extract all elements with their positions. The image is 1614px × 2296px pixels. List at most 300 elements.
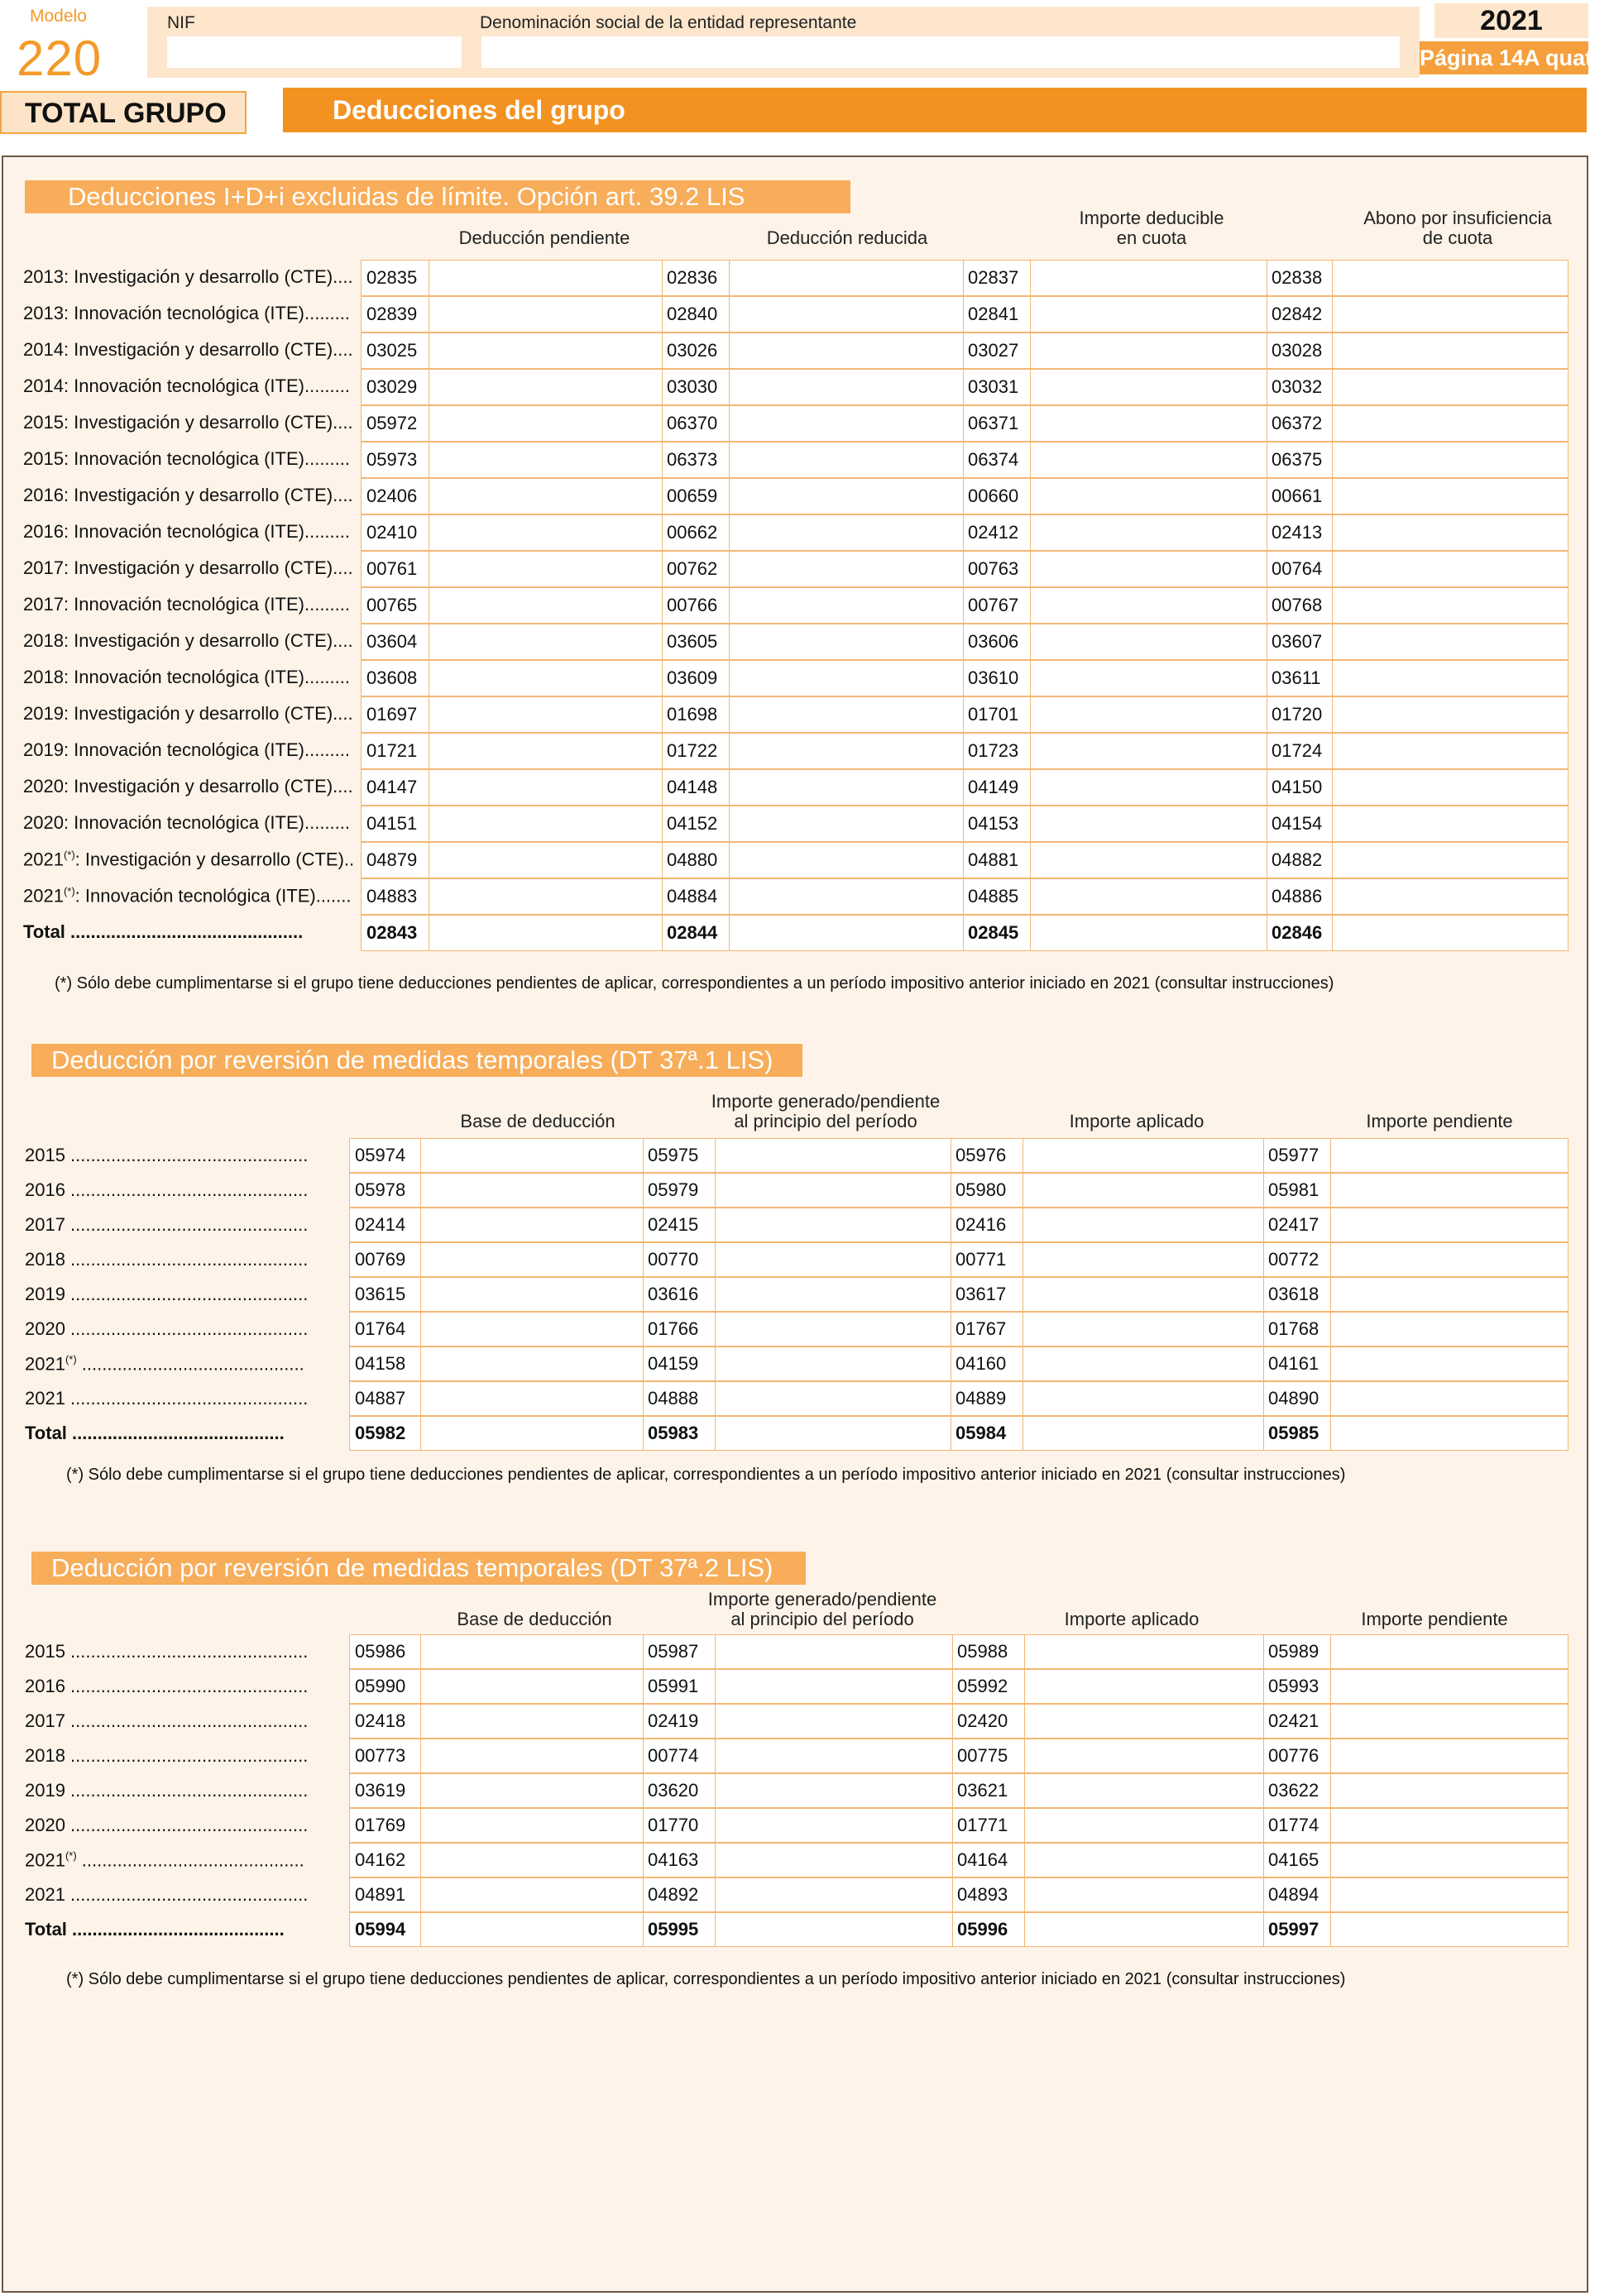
- amount-input[interactable]: [1025, 1774, 1263, 1807]
- amount-input[interactable]: [1031, 588, 1267, 623]
- box-code: 06375: [1267, 442, 1333, 477]
- amount-input[interactable]: [716, 1417, 951, 1450]
- box-code: 03029: [362, 370, 429, 404]
- amount-input[interactable]: [1331, 1913, 1569, 1946]
- amount-input[interactable]: [1031, 879, 1267, 914]
- section2-column-header-line: Base de deducción: [460, 1111, 615, 1131]
- amount-input[interactable]: [1333, 879, 1569, 914]
- box-code: 00772: [1263, 1243, 1331, 1276]
- amount-input[interactable]: [1031, 916, 1267, 950]
- box-code: 05984: [951, 1417, 1023, 1450]
- amount-input[interactable]: [1023, 1347, 1263, 1380]
- box-code: 04160: [951, 1347, 1023, 1380]
- amount-input[interactable]: [1333, 916, 1569, 950]
- amount-input[interactable]: [730, 661, 963, 696]
- box-code: 05995: [643, 1913, 716, 1946]
- section3-row-label: 2018 ...............................................: [25, 1745, 309, 1766]
- amount-input[interactable]: [1331, 1243, 1569, 1276]
- amount-input[interactable]: [1333, 479, 1569, 514]
- amount-input[interactable]: [1333, 370, 1569, 404]
- amount-input[interactable]: [1331, 1705, 1569, 1738]
- amount-input[interactable]: [421, 1670, 643, 1703]
- box-code: 01769: [350, 1809, 421, 1842]
- box-code: 04149: [963, 770, 1031, 805]
- amount-input[interactable]: [1031, 624, 1267, 659]
- amount-input[interactable]: [1331, 1670, 1569, 1703]
- section2-table-row: [349, 1381, 1569, 1416]
- amount-input[interactable]: [730, 697, 963, 732]
- box-code: 02412: [963, 515, 1031, 550]
- section1-row-label: Total ..............................................: [23, 921, 304, 942]
- section3-row-label: 2017 ...............................................: [25, 1710, 309, 1731]
- amount-input[interactable]: [421, 1139, 643, 1172]
- amount-input[interactable]: [1331, 1635, 1569, 1668]
- section3-table-row: [349, 1773, 1569, 1808]
- box-code: 05990: [350, 1670, 421, 1703]
- amount-input[interactable]: [1025, 1739, 1263, 1772]
- amount-input[interactable]: [716, 1278, 951, 1311]
- amount-input[interactable]: [1333, 515, 1569, 550]
- amount-input[interactable]: [1031, 806, 1267, 841]
- amount-input[interactable]: [716, 1809, 952, 1842]
- section1-column-header-line: Deducción pendiente: [458, 227, 630, 248]
- amount-input[interactable]: [716, 1844, 952, 1877]
- amount-input[interactable]: [421, 1878, 643, 1911]
- amount-input[interactable]: [1331, 1382, 1569, 1415]
- box-code: 00765: [362, 588, 429, 623]
- section2-table-row: [349, 1416, 1569, 1451]
- box-code: 00770: [643, 1243, 716, 1276]
- amount-input[interactable]: [1333, 297, 1569, 332]
- amount-input[interactable]: [1331, 1878, 1569, 1911]
- amount-input[interactable]: [1333, 806, 1569, 841]
- section2-row-label: 2016 ...............................................: [25, 1179, 309, 1200]
- amount-input[interactable]: [1023, 1174, 1263, 1207]
- amount-input[interactable]: [716, 1243, 951, 1276]
- box-code: 02840: [662, 297, 730, 332]
- amount-input[interactable]: [1333, 697, 1569, 732]
- amount-input[interactable]: [1333, 770, 1569, 805]
- box-code: 02415: [643, 1208, 716, 1241]
- box-code: 00767: [963, 588, 1031, 623]
- box-code: 06374: [963, 442, 1031, 477]
- section1-row-label: 2015: Innovación tecnológica (ITE).........: [23, 448, 350, 469]
- section2-table-row: [349, 1277, 1569, 1312]
- amount-input[interactable]: [1023, 1278, 1263, 1311]
- amount-input[interactable]: [1031, 261, 1267, 295]
- amount-input[interactable]: [429, 806, 662, 841]
- section1-column-header-line: de cuota: [1422, 227, 1493, 248]
- amount-input[interactable]: [1031, 370, 1267, 404]
- amount-input[interactable]: [716, 1878, 952, 1911]
- amount-input[interactable]: [1023, 1417, 1263, 1450]
- box-code: 01764: [350, 1313, 421, 1346]
- box-code: 01766: [643, 1313, 716, 1346]
- section1-table-row: [361, 478, 1569, 514]
- amount-input[interactable]: [1031, 333, 1267, 368]
- amount-input[interactable]: [429, 370, 662, 404]
- section1-table-row: [361, 332, 1569, 369]
- amount-input[interactable]: [716, 1313, 951, 1346]
- section1-title: Deducciones I+D+i excluidas de límite. Opción art. 39.2 LIS: [25, 180, 850, 213]
- main-title: Deducciones del grupo: [283, 88, 1587, 132]
- amount-input[interactable]: [429, 770, 662, 805]
- box-code: 00764: [1267, 552, 1333, 586]
- section1-footnote: (*) Sólo debe cumplimentarse si el grupo tiene deducciones pendientes de aplicar, correspondientes a un período impositivo anterior iniciado en 2021 (consultar instrucciones): [55, 974, 1334, 993]
- section2-row-label: 2018 ...............................................: [25, 1249, 309, 1270]
- amount-input[interactable]: [421, 1844, 643, 1877]
- amount-input[interactable]: [730, 333, 963, 368]
- box-code: 05985: [1263, 1417, 1331, 1450]
- amount-input[interactable]: [1031, 770, 1267, 805]
- amount-input[interactable]: [1331, 1417, 1569, 1450]
- section1-row-label: 2016: Investigación y desarrollo (CTE)....: [23, 485, 353, 505]
- box-code: 02838: [1267, 261, 1333, 295]
- box-code: 02418: [350, 1705, 421, 1738]
- amount-input[interactable]: [429, 552, 662, 586]
- section1-column-header-line: Abono por insuficiencia: [1363, 208, 1552, 228]
- section1-table-row: [361, 442, 1569, 478]
- box-code: 00768: [1267, 588, 1333, 623]
- amount-input[interactable]: [1331, 1347, 1569, 1380]
- amount-input[interactable]: [716, 1913, 952, 1946]
- box-code: 03030: [662, 370, 730, 404]
- amount-input[interactable]: [1025, 1705, 1263, 1738]
- box-code: 00761: [362, 552, 429, 586]
- section2-table-row: [349, 1242, 1569, 1277]
- amount-input[interactable]: [730, 770, 963, 805]
- section3-table-row: [349, 1912, 1569, 1947]
- amount-input[interactable]: [730, 370, 963, 404]
- box-code: 06370: [662, 406, 730, 441]
- section1-table-row: [361, 296, 1569, 332]
- box-code: 04883: [362, 879, 429, 914]
- amount-input[interactable]: [1331, 1278, 1569, 1311]
- box-code: 04890: [1263, 1382, 1331, 1415]
- amount-input[interactable]: [421, 1739, 643, 1772]
- box-code: 06371: [963, 406, 1031, 441]
- amount-input[interactable]: [716, 1208, 951, 1241]
- box-code: 03025: [362, 333, 429, 368]
- amount-input[interactable]: [1025, 1635, 1263, 1668]
- box-code: 00762: [662, 552, 730, 586]
- section2-row-label: 2015 ...............................................: [25, 1145, 309, 1165]
- amount-input[interactable]: [1333, 442, 1569, 477]
- amount-input[interactable]: [1331, 1139, 1569, 1172]
- section3-row-label: 2016 ...............................................: [25, 1676, 309, 1696]
- amount-input[interactable]: [1031, 442, 1267, 477]
- section1-column-header: [1317, 208, 1598, 248]
- amount-input[interactable]: [1333, 843, 1569, 878]
- amount-input[interactable]: [1031, 661, 1267, 696]
- section1-row-label: 2019: Investigación y desarrollo (CTE)....: [23, 703, 353, 724]
- section1-table-row: [361, 405, 1569, 442]
- box-code: 04159: [643, 1347, 716, 1380]
- amount-input[interactable]: [716, 1774, 952, 1807]
- amount-input[interactable]: [1023, 1208, 1263, 1241]
- amount-input[interactable]: [421, 1208, 643, 1241]
- amount-input[interactable]: [1025, 1844, 1263, 1877]
- section3-column-header: [394, 1610, 675, 1629]
- amount-input[interactable]: [1331, 1844, 1569, 1877]
- box-code: 03028: [1267, 333, 1333, 368]
- amount-input[interactable]: [1025, 1878, 1263, 1911]
- amount-input[interactable]: [421, 1705, 643, 1738]
- amount-input[interactable]: [716, 1174, 951, 1207]
- amount-input[interactable]: [1333, 734, 1569, 768]
- box-code: 02413: [1267, 515, 1333, 550]
- box-code: 05997: [1263, 1913, 1331, 1946]
- box-code: 04158: [350, 1347, 421, 1380]
- amount-input[interactable]: [1023, 1139, 1263, 1172]
- box-code: 05977: [1263, 1139, 1331, 1172]
- section3-column-header-line: Importe aplicado: [1064, 1609, 1200, 1629]
- section3-table-row: [349, 1843, 1569, 1877]
- amount-input[interactable]: [716, 1635, 952, 1668]
- box-code: 05989: [1263, 1635, 1331, 1668]
- box-code: 01722: [662, 734, 730, 768]
- section1-table-row: [361, 806, 1569, 842]
- section2-column-header: [996, 1112, 1277, 1131]
- section3-column-header-line: Importe generado/pendiente: [707, 1589, 937, 1610]
- amount-input[interactable]: [421, 1313, 643, 1346]
- section2-table-row: [349, 1347, 1569, 1381]
- amount-input[interactable]: [1331, 1809, 1569, 1842]
- section2-column-header: [397, 1112, 678, 1131]
- box-code: 04888: [643, 1382, 716, 1415]
- amount-input[interactable]: [1031, 552, 1267, 586]
- box-code: 02844: [662, 916, 730, 950]
- amount-input[interactable]: [429, 734, 662, 768]
- amount-input[interactable]: [1333, 406, 1569, 441]
- section1-column-header-line: Importe deducible: [1079, 208, 1224, 228]
- amount-input[interactable]: [1023, 1382, 1263, 1415]
- box-code: 05975: [643, 1139, 716, 1172]
- amount-input[interactable]: [1333, 588, 1569, 623]
- box-code: 04887: [350, 1382, 421, 1415]
- section2-table-row: [349, 1173, 1569, 1208]
- amount-input[interactable]: [429, 515, 662, 550]
- amount-input[interactable]: [1333, 333, 1569, 368]
- amount-input[interactable]: [730, 479, 963, 514]
- box-code: 03605: [662, 624, 730, 659]
- box-code: 03622: [1263, 1774, 1331, 1807]
- amount-input[interactable]: [421, 1278, 643, 1311]
- amount-input[interactable]: [1031, 734, 1267, 768]
- amount-input[interactable]: [716, 1739, 952, 1772]
- section1-column-header: [706, 228, 988, 248]
- modelo-number: 220: [17, 31, 103, 86]
- amount-input[interactable]: [1025, 1670, 1263, 1703]
- amount-input[interactable]: [1023, 1243, 1263, 1276]
- amount-input[interactable]: [429, 406, 662, 441]
- box-code: 05980: [951, 1174, 1023, 1207]
- box-code: 02416: [951, 1208, 1023, 1241]
- box-code: 03607: [1267, 624, 1333, 659]
- amount-input[interactable]: [1333, 552, 1569, 586]
- amount-input[interactable]: [730, 734, 963, 768]
- nif-field[interactable]: [167, 36, 462, 68]
- amount-input[interactable]: [429, 261, 662, 295]
- section1-row-label: 2013: Investigación y desarrollo (CTE)....: [23, 266, 353, 287]
- amount-input[interactable]: [1331, 1739, 1569, 1772]
- amount-input[interactable]: [1031, 697, 1267, 732]
- section3-row-label: 2020 ...............................................: [25, 1815, 309, 1835]
- box-code: 03615: [350, 1278, 421, 1311]
- section1-table-row: [361, 733, 1569, 769]
- amount-input[interactable]: [1331, 1208, 1569, 1241]
- box-code: 01724: [1267, 734, 1333, 768]
- section1-row-label: 2021(*): Investigación y desarrollo (CTE)..: [23, 849, 355, 870]
- box-code: 01767: [951, 1313, 1023, 1346]
- box-code: 01723: [963, 734, 1031, 768]
- amount-input[interactable]: [730, 588, 963, 623]
- section3-column-header: [991, 1610, 1272, 1629]
- amount-input[interactable]: [421, 1913, 643, 1946]
- amount-input[interactable]: [421, 1635, 643, 1668]
- box-code: 02421: [1263, 1705, 1331, 1738]
- amount-input[interactable]: [730, 297, 963, 332]
- amount-input[interactable]: [1031, 515, 1267, 550]
- amount-input[interactable]: [730, 879, 963, 914]
- box-code: 05976: [951, 1139, 1023, 1172]
- section1-row-label: 2018: Investigación y desarrollo (CTE)....: [23, 630, 353, 651]
- amount-input[interactable]: [1031, 843, 1267, 878]
- amount-input[interactable]: [1333, 661, 1569, 696]
- section2-footnote: (*) Sólo debe cumplimentarse si el grupo tiene deducciones pendientes de aplicar, correspondientes a un período impositivo anterior iniciado en 2021 (consultar instrucciones): [66, 1466, 1346, 1484]
- amount-input[interactable]: [429, 879, 662, 914]
- box-code: 05973: [362, 442, 429, 477]
- amount-input[interactable]: [1031, 406, 1267, 441]
- box-code: 04147: [362, 770, 429, 805]
- box-code: 04893: [952, 1878, 1025, 1911]
- amount-input[interactable]: [730, 916, 963, 950]
- denominacion-field[interactable]: [481, 36, 1400, 68]
- box-code: 05991: [643, 1670, 716, 1703]
- amount-input[interactable]: [730, 624, 963, 659]
- section2-table-row: [349, 1208, 1569, 1242]
- section3-table-row: [349, 1704, 1569, 1739]
- amount-input[interactable]: [1333, 624, 1569, 659]
- amount-input[interactable]: [730, 843, 963, 878]
- amount-input[interactable]: [1331, 1174, 1569, 1207]
- amount-input[interactable]: [730, 261, 963, 295]
- amount-input[interactable]: [429, 588, 662, 623]
- section3-table-row: [349, 1669, 1569, 1704]
- amount-input[interactable]: [421, 1347, 643, 1380]
- amount-input[interactable]: [730, 515, 963, 550]
- amount-input[interactable]: [1331, 1313, 1569, 1346]
- box-code: 02843: [362, 916, 429, 950]
- box-code: 04885: [963, 879, 1031, 914]
- amount-input[interactable]: [421, 1809, 643, 1842]
- amount-input[interactable]: [716, 1347, 951, 1380]
- section1-column-header: [404, 228, 685, 248]
- section1-table-row: [361, 696, 1569, 733]
- footnote-marker: (*): [63, 849, 75, 861]
- amount-input[interactable]: [429, 661, 662, 696]
- box-code: 04880: [662, 843, 730, 878]
- amount-input[interactable]: [1031, 297, 1267, 332]
- amount-input[interactable]: [730, 442, 963, 477]
- box-code: 01768: [1263, 1313, 1331, 1346]
- amount-input[interactable]: [429, 297, 662, 332]
- amount-input[interactable]: [1023, 1313, 1263, 1346]
- section1-table-row: [361, 369, 1569, 405]
- section1-column-header-line: en cuota: [1116, 227, 1187, 248]
- amount-input[interactable]: [429, 442, 662, 477]
- box-code: 03617: [951, 1278, 1023, 1311]
- box-code: 04884: [662, 879, 730, 914]
- amount-input[interactable]: [730, 406, 963, 441]
- box-code: 03610: [963, 661, 1031, 696]
- amount-input[interactable]: [1333, 261, 1569, 295]
- amount-input[interactable]: [716, 1139, 951, 1172]
- section3-footnote: (*) Sólo debe cumplimentarse si el grupo tiene deducciones pendientes de aplicar, correspondientes a un período impositivo anterior iniciado en 2021 (consultar instrucciones): [66, 1970, 1346, 1988]
- box-code: 05982: [350, 1417, 421, 1450]
- amount-input[interactable]: [716, 1382, 951, 1415]
- total-grupo-label: TOTAL GRUPO: [0, 91, 247, 134]
- amount-input[interactable]: [421, 1174, 643, 1207]
- box-code: 03619: [350, 1774, 421, 1807]
- amount-input[interactable]: [421, 1243, 643, 1276]
- amount-input[interactable]: [429, 843, 662, 878]
- footnote-marker: (*): [63, 885, 75, 897]
- amount-input[interactable]: [429, 479, 662, 514]
- section1-row-label: 2014: Investigación y desarrollo (CTE)....: [23, 339, 353, 360]
- section3-table-row: [349, 1808, 1569, 1843]
- box-code: 03026: [662, 333, 730, 368]
- box-code: 03604: [362, 624, 429, 659]
- amount-input[interactable]: [716, 1670, 952, 1703]
- box-code: 01720: [1267, 697, 1333, 732]
- amount-input[interactable]: [429, 333, 662, 368]
- box-code: 04879: [362, 843, 429, 878]
- box-code: 05979: [643, 1174, 716, 1207]
- box-code: 00662: [662, 515, 730, 550]
- section3-row-label: 2021(*) ............................................: [25, 1849, 304, 1871]
- amount-input[interactable]: [1031, 479, 1267, 514]
- box-code: 04882: [1267, 843, 1333, 878]
- box-code: 05983: [643, 1417, 716, 1450]
- box-code: 02414: [350, 1208, 421, 1241]
- amount-input[interactable]: [429, 697, 662, 732]
- amount-input[interactable]: [429, 916, 662, 950]
- section1-row-label: 2020: Innovación tecnológica (ITE).........: [23, 812, 350, 833]
- amount-input[interactable]: [421, 1417, 643, 1450]
- box-code: 04163: [643, 1844, 716, 1877]
- amount-input[interactable]: [1025, 1913, 1263, 1946]
- box-code: 05981: [1263, 1174, 1331, 1207]
- amount-input[interactable]: [429, 624, 662, 659]
- box-code: 00771: [951, 1243, 1023, 1276]
- amount-input[interactable]: [730, 806, 963, 841]
- amount-input[interactable]: [730, 552, 963, 586]
- box-code: 03621: [952, 1774, 1025, 1807]
- box-code: 02410: [362, 515, 429, 550]
- box-code: 04886: [1267, 879, 1333, 914]
- box-code: 00660: [963, 479, 1031, 514]
- amount-input[interactable]: [716, 1705, 952, 1738]
- amount-input[interactable]: [1331, 1774, 1569, 1807]
- amount-input[interactable]: [421, 1774, 643, 1807]
- box-code: 03032: [1267, 370, 1333, 404]
- box-code: 04152: [662, 806, 730, 841]
- amount-input[interactable]: [421, 1382, 643, 1415]
- section2-column-header: [685, 1092, 966, 1131]
- amount-input[interactable]: [1025, 1809, 1263, 1842]
- box-code: 02841: [963, 297, 1031, 332]
